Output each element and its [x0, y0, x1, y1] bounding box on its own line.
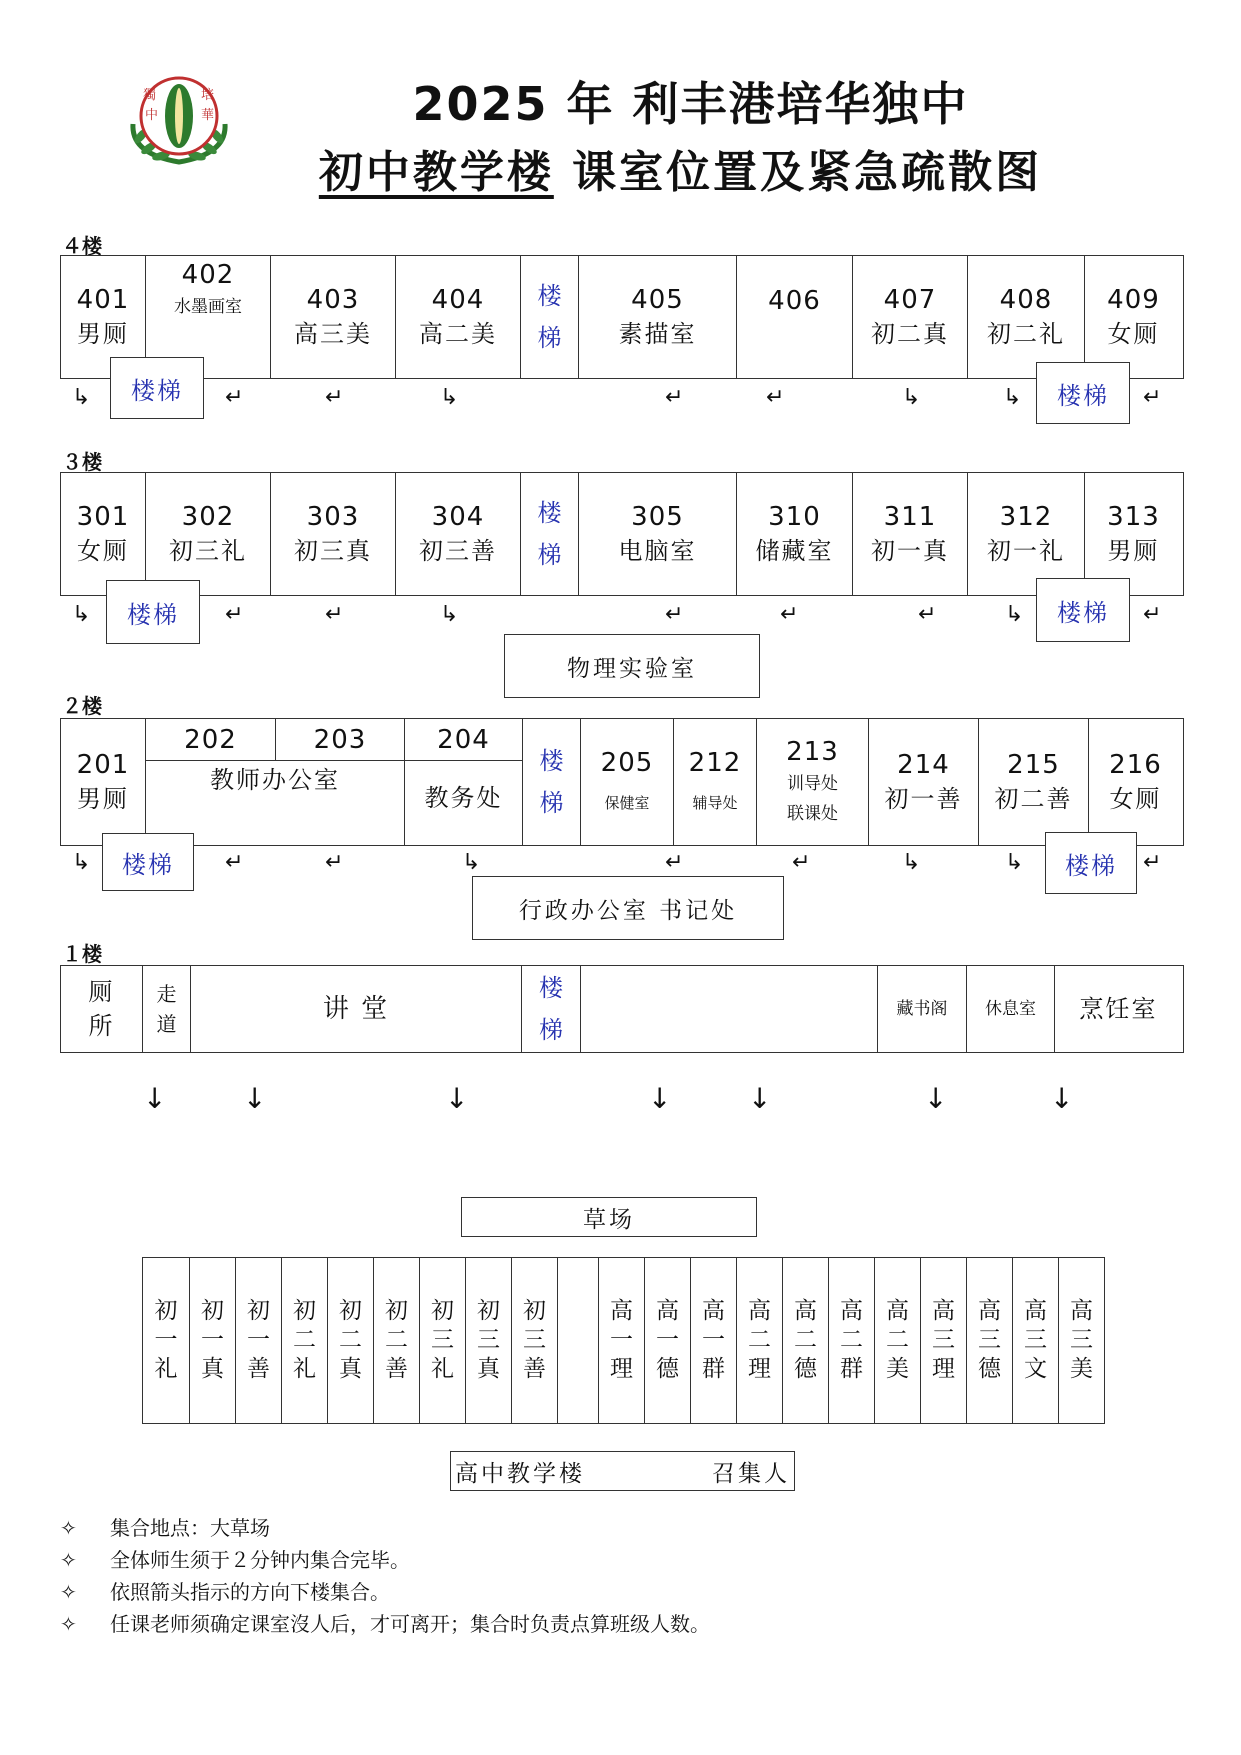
floor-3-row: [60, 472, 1184, 596]
arrow: ↵: [1143, 602, 1162, 627]
class-column: [874, 1258, 920, 1423]
arrow: ↵: [325, 385, 344, 410]
class-char: 一: [610, 1327, 633, 1353]
room-409: 409 女厕: [1084, 256, 1182, 378]
notes-list: [60, 1512, 710, 1640]
physics-lab-box: 物理实验室: [504, 634, 760, 698]
class-char: 一: [656, 1327, 679, 1353]
class-char: 初: [339, 1298, 362, 1324]
room-216: 216 女厕: [1088, 719, 1182, 845]
class-char: 高: [886, 1298, 909, 1324]
down-arrow: ↓: [924, 1082, 948, 1115]
arrow: ↳: [440, 385, 459, 410]
assembly-grid: [142, 1257, 1105, 1424]
class-char: 美: [886, 1356, 909, 1382]
floor-label-2: ２楼: [62, 694, 102, 718]
floor-4-row: [60, 255, 1184, 379]
floor-label-4: ４楼: [62, 234, 102, 258]
room-310: 310 储藏室: [736, 473, 852, 595]
room-403: 403 高三美: [270, 256, 395, 378]
room-214: 214 初一善: [868, 719, 978, 845]
class-char: 二: [385, 1327, 408, 1353]
class-char: 一: [154, 1327, 178, 1353]
class-char: 三: [477, 1327, 500, 1353]
stair-right-4: 楼梯: [1036, 362, 1130, 424]
class-column: [281, 1258, 327, 1423]
arrow: ↵: [1143, 850, 1162, 875]
class-char: 高: [978, 1298, 1001, 1324]
class-column: [327, 1258, 373, 1423]
stair-right-2: 楼梯: [1045, 832, 1137, 894]
class-column: [1012, 1258, 1058, 1423]
class-char: 礼: [431, 1356, 454, 1382]
down-arrow: ↓: [143, 1082, 167, 1115]
arrow: ↳: [72, 602, 91, 627]
stair-left-3: 楼梯: [106, 580, 200, 644]
admin-office-box: 行政办公室 书记处: [472, 876, 784, 940]
arrow: ↳: [1003, 385, 1022, 410]
class-column: [736, 1258, 782, 1423]
arrow: ↵: [225, 850, 244, 875]
arrow: ↳: [440, 602, 459, 627]
arrow: ↵: [1143, 385, 1162, 410]
class-column: [782, 1258, 828, 1423]
page-title: 2025 年 利丰港培华独中: [412, 77, 969, 131]
stair-center: 楼 梯: [520, 473, 578, 595]
down-arrow: ↓: [748, 1082, 772, 1115]
rest-room: 休息室: [966, 966, 1054, 1052]
floor-label-3: ３楼: [62, 450, 102, 474]
room-203: 203: [275, 719, 404, 760]
room-202: 202: [184, 724, 237, 755]
down-arrow: ↓: [648, 1082, 672, 1115]
arrow: ↳: [1005, 602, 1024, 627]
logo-char: 培: [201, 88, 215, 103]
senior-building-label: 高中教学楼: [455, 1460, 585, 1487]
class-column: [189, 1258, 235, 1423]
toilet: 厕 所: [88, 978, 115, 1040]
class-char: 礼: [154, 1356, 178, 1382]
class-column: [373, 1258, 419, 1423]
stair-left-2: 楼梯: [102, 833, 194, 891]
class-char: 三: [431, 1327, 454, 1353]
class-char: 高: [656, 1298, 679, 1324]
office-name: 教师办公室: [210, 766, 340, 794]
class-char: 三: [932, 1327, 955, 1353]
room-312: 312 初一礼: [967, 473, 1084, 595]
class-char: 高: [840, 1298, 863, 1324]
arrow: ↵: [325, 850, 344, 875]
class-char: 初: [431, 1298, 454, 1324]
class-char: 高: [702, 1298, 725, 1324]
arrow: ↳: [72, 385, 91, 410]
class-char: 高: [610, 1298, 633, 1324]
note-item: ✧ 集合地点：大草场: [60, 1512, 710, 1544]
room-304: 304 初三善: [395, 473, 520, 595]
class-char: 高: [748, 1298, 771, 1324]
note-item: ✧ 任课老师须确定课室沒人后，才可离开；集合时负责点算班级人数。: [60, 1608, 710, 1640]
class-char: 初: [201, 1298, 224, 1324]
field-box: 草场: [461, 1197, 757, 1237]
room-407: 407 初二真: [852, 256, 967, 378]
floor-2-row: [60, 718, 1184, 846]
convener-label: 召集人: [712, 1460, 790, 1487]
class-char: 真: [201, 1356, 224, 1382]
arrow: ↵: [225, 602, 244, 627]
room-405: 405 素描室: [578, 256, 736, 378]
class-column: [598, 1258, 644, 1423]
room-313: 313 男厕: [1084, 473, 1182, 595]
class-char: 三: [1070, 1327, 1093, 1353]
room-402: 402 水墨画室: [145, 256, 270, 378]
subtitle-building: 初中教学楼: [318, 147, 554, 198]
class-char: 理: [748, 1356, 771, 1382]
note-item: ✧ 依照箭头指示的方向下楼集合。: [60, 1576, 710, 1608]
arrow: ↵: [665, 850, 684, 875]
class-column: [828, 1258, 874, 1423]
room-212: 212 辅导处: [673, 719, 756, 845]
room-408: 408 初二礼: [967, 256, 1084, 378]
teacher-office: [145, 719, 404, 845]
arrow: ↳: [72, 850, 91, 875]
class-char: 二: [794, 1327, 817, 1353]
arrow: ↵: [225, 385, 244, 410]
down-arrow: ↓: [445, 1082, 469, 1115]
logo-char: 中: [145, 108, 159, 123]
bullet-icon: ✧: [60, 1548, 77, 1572]
arrow: ↵: [665, 602, 684, 627]
class-column: [1058, 1258, 1104, 1423]
class-char: 二: [886, 1327, 909, 1353]
class-char: 高: [1024, 1298, 1047, 1324]
room-305: 305 电脑室: [578, 473, 736, 595]
class-char: 群: [702, 1356, 725, 1382]
class-char: 德: [794, 1356, 817, 1382]
arrow: ↳: [1005, 850, 1024, 875]
class-char: 德: [656, 1356, 679, 1382]
arrow: ↵: [780, 602, 799, 627]
room-404: 404 高二美: [395, 256, 520, 378]
class-char: 善: [523, 1356, 546, 1382]
class-char: 三: [1024, 1327, 1047, 1353]
class-char: 理: [932, 1356, 955, 1382]
stair-center: 楼 梯: [521, 966, 580, 1052]
stair-right-3: 楼梯: [1036, 578, 1130, 642]
class-char: 高: [932, 1298, 955, 1324]
class-column: [644, 1258, 690, 1423]
class-char: 善: [247, 1356, 270, 1382]
room-205: 205 保健室: [580, 719, 673, 845]
page-subtitle: [0, 136, 1241, 200]
class-char: 一: [702, 1327, 725, 1353]
class-char: 初: [523, 1298, 546, 1324]
room-311: 311 初一真: [852, 473, 967, 595]
room-215: 215 初二善: [978, 719, 1088, 845]
arrow: ↵: [665, 385, 684, 410]
room-204: 204 教务处: [404, 719, 522, 845]
auditorium: 讲 堂: [190, 966, 521, 1052]
stair-left-4: 楼梯: [110, 357, 204, 419]
logo-char: 獨: [143, 88, 157, 103]
class-char: 理: [610, 1356, 633, 1382]
bullet-icon: ✧: [60, 1580, 77, 1604]
corridor: 走 道: [142, 966, 190, 1052]
class-char: 文: [1024, 1356, 1047, 1382]
arrow: ↵: [766, 385, 785, 410]
room-213: 213 训导处 联课处: [756, 719, 868, 845]
bullet-icon: ✧: [60, 1516, 77, 1540]
senior-building-box: [450, 1451, 795, 1491]
logo-char: 華: [201, 108, 215, 123]
class-char: 礼: [293, 1356, 316, 1382]
class-char: 三: [978, 1327, 1001, 1353]
arrow: ↵: [325, 602, 344, 627]
class-char: 三: [523, 1327, 546, 1353]
library: 藏书阁: [877, 966, 966, 1052]
room-302: 302 初三礼: [145, 473, 270, 595]
note-item: ✧ 全体师生须于２分钟内集合完毕。: [60, 1544, 710, 1576]
floor-label-1: １楼: [62, 942, 102, 966]
room-401: 401 男厕: [76, 285, 130, 348]
class-char: 真: [477, 1356, 500, 1382]
subtitle-rest: 课室位置及紧急疏散图: [553, 147, 1043, 198]
class-char: 真: [339, 1356, 362, 1382]
bullet-icon: ✧: [60, 1612, 77, 1636]
class-column: [920, 1258, 966, 1423]
class-char: 德: [978, 1356, 1001, 1382]
stair-center: 楼 梯: [520, 256, 578, 378]
class-char: 群: [840, 1356, 863, 1382]
cooking-room: 烹饪室: [1054, 966, 1182, 1052]
down-arrow: ↓: [1050, 1082, 1074, 1115]
class-char: 二: [339, 1327, 362, 1353]
class-char: 初: [154, 1298, 178, 1324]
gap-column: [557, 1258, 598, 1423]
class-column: [235, 1258, 281, 1423]
stair-center: 楼 梯: [522, 719, 580, 845]
class-column: [419, 1258, 465, 1423]
room-303: 303 初三真: [270, 473, 395, 595]
class-char: 初: [247, 1298, 270, 1324]
class-char: 初: [477, 1298, 500, 1324]
arrow: ↳: [902, 850, 921, 875]
class-char: 初: [385, 1298, 408, 1324]
class-char: 一: [247, 1327, 270, 1353]
empty-room: [580, 966, 877, 1052]
class-column: [966, 1258, 1012, 1423]
arrow: ↳: [902, 385, 921, 410]
room-301: 301 女厕: [76, 502, 130, 565]
floor-1-row: [60, 965, 1184, 1053]
class-char: 二: [293, 1327, 316, 1353]
arrow: ↳: [462, 850, 481, 875]
room-201: 201 男厕: [76, 750, 130, 813]
class-char: 善: [385, 1356, 408, 1382]
class-column: [465, 1258, 511, 1423]
arrow: ↵: [918, 602, 937, 627]
class-column: [143, 1258, 189, 1423]
class-char: 高: [794, 1298, 817, 1324]
down-arrow: ↓: [243, 1082, 267, 1115]
class-column: [690, 1258, 736, 1423]
class-char: 二: [748, 1327, 771, 1353]
arrow: ↵: [792, 850, 811, 875]
class-char: 高: [1070, 1298, 1093, 1324]
room-406: 406: [736, 256, 852, 378]
class-char: 一: [201, 1327, 224, 1353]
class-char: 二: [840, 1327, 863, 1353]
class-column: [511, 1258, 557, 1423]
class-char: 美: [1070, 1356, 1093, 1382]
class-char: 初: [293, 1298, 316, 1324]
